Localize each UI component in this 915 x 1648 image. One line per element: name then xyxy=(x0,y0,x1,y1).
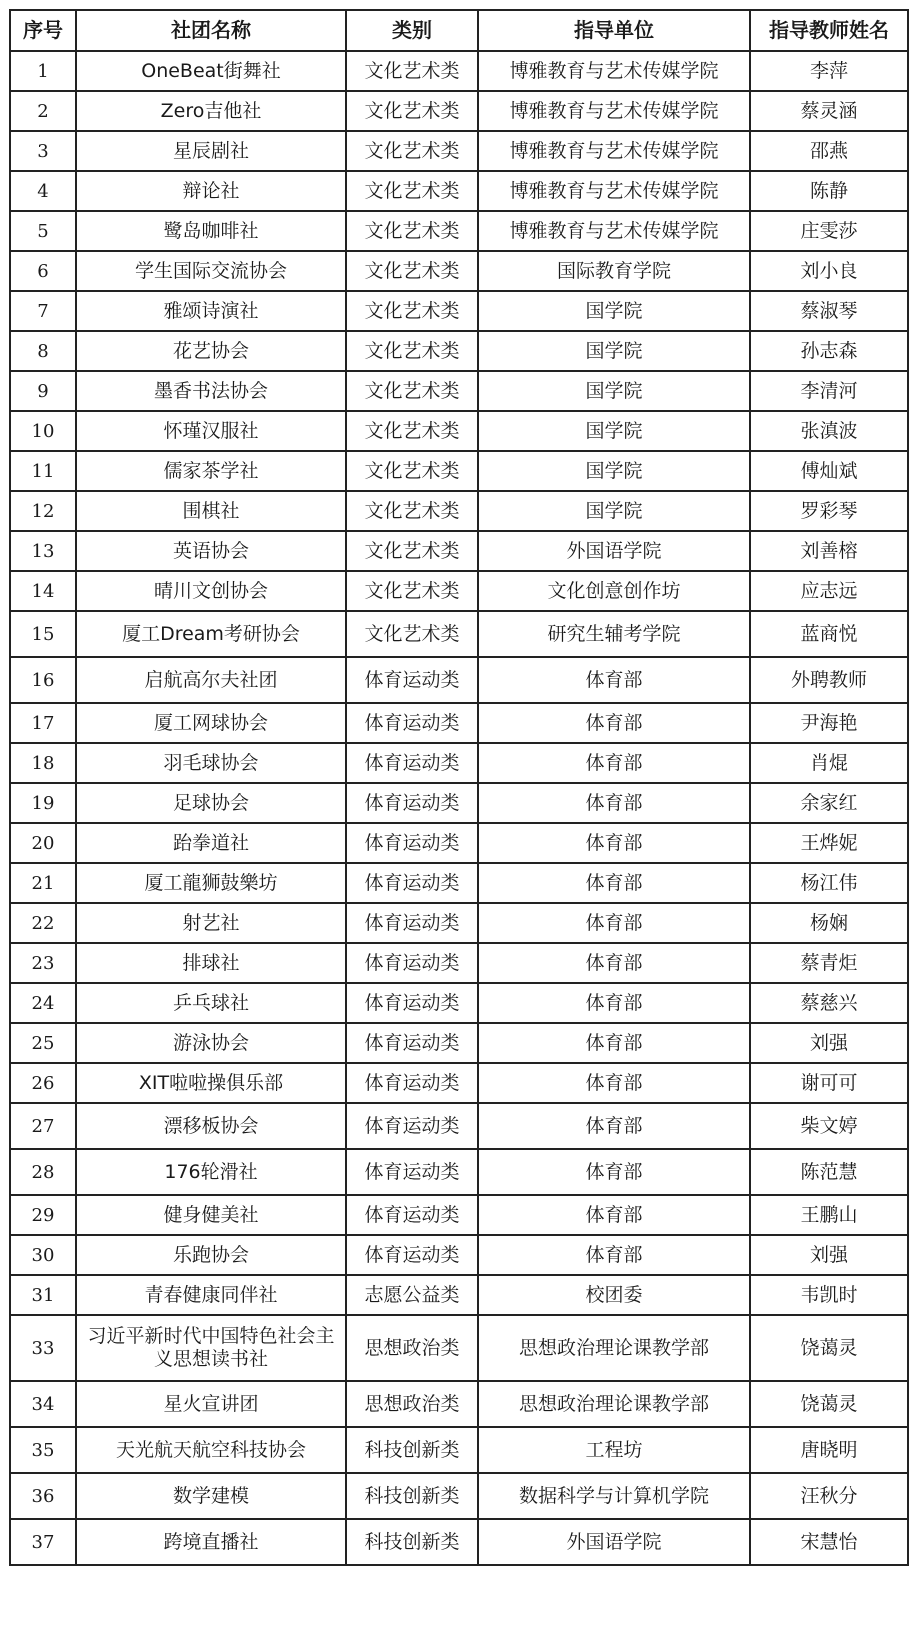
cell-category: 体育运动类 xyxy=(346,983,478,1023)
cell-category: 文化艺术类 xyxy=(346,251,478,291)
header-unit: 指导单位 xyxy=(478,10,750,51)
cell-club-name: Zero吉他社 xyxy=(76,91,346,131)
cell-unit: 体育部 xyxy=(478,1063,750,1103)
cell-club-name: 健身健美社 xyxy=(76,1195,346,1235)
cell-no: 35 xyxy=(10,1427,76,1473)
cell-unit: 数据科学与计算机学院 xyxy=(478,1473,750,1519)
cell-category: 体育运动类 xyxy=(346,657,478,703)
cell-unit: 体育部 xyxy=(478,823,750,863)
cell-club-name: 176轮滑社 xyxy=(76,1149,346,1195)
cell-no: 25 xyxy=(10,1023,76,1063)
header-club-name: 社团名称 xyxy=(76,10,346,51)
table-row xyxy=(10,1023,908,1063)
cell-teacher: 谢可可 xyxy=(750,1063,908,1103)
cell-teacher: 蔡灵涵 xyxy=(750,91,908,131)
cell-teacher: 傅灿斌 xyxy=(750,451,908,491)
cell-unit: 思想政治理论课教学部 xyxy=(478,1315,750,1381)
cell-no: 18 xyxy=(10,743,76,783)
cell-category: 文化艺术类 xyxy=(346,451,478,491)
table-row xyxy=(10,783,908,823)
cell-club-name: 厦工网球协会 xyxy=(76,703,346,743)
cell-unit: 体育部 xyxy=(478,657,750,703)
cell-unit: 体育部 xyxy=(478,1195,750,1235)
cell-unit: 体育部 xyxy=(478,1103,750,1149)
table-row xyxy=(10,291,908,331)
cell-no: 8 xyxy=(10,331,76,371)
cell-unit: 博雅教育与艺术传媒学院 xyxy=(478,91,750,131)
cell-unit: 体育部 xyxy=(478,983,750,1023)
cell-unit: 国学院 xyxy=(478,411,750,451)
table-row xyxy=(10,1427,908,1473)
cell-club-name: 射艺社 xyxy=(76,903,346,943)
table-row xyxy=(10,491,908,531)
cell-club-name: 漂移板协会 xyxy=(76,1103,346,1149)
cell-club-name: 排球社 xyxy=(76,943,346,983)
cell-no: 21 xyxy=(10,863,76,903)
cell-club-name: OneBeat街舞社 xyxy=(76,51,346,91)
table-row xyxy=(10,1519,908,1565)
cell-unit: 国学院 xyxy=(478,291,750,331)
table-row xyxy=(10,1235,908,1275)
cell-category: 文化艺术类 xyxy=(346,91,478,131)
table-row xyxy=(10,171,908,211)
cell-unit: 博雅教育与艺术传媒学院 xyxy=(478,171,750,211)
cell-teacher: 余家红 xyxy=(750,783,908,823)
cell-teacher: 陈范慧 xyxy=(750,1149,908,1195)
cell-category: 体育运动类 xyxy=(346,1149,478,1195)
table-body xyxy=(10,51,908,1565)
table-row xyxy=(10,1063,908,1103)
cell-club-name: 启航高尔夫社团 xyxy=(76,657,346,703)
header-no: 序号 xyxy=(10,10,76,51)
cell-club-name: 星火宣讲团 xyxy=(76,1381,346,1427)
cell-club-name: 学生国际交流协会 xyxy=(76,251,346,291)
cell-category: 文化艺术类 xyxy=(346,571,478,611)
cell-teacher: 宋慧怡 xyxy=(750,1519,908,1565)
cell-category: 体育运动类 xyxy=(346,863,478,903)
cell-club-name: 花艺协会 xyxy=(76,331,346,371)
cell-category: 文化艺术类 xyxy=(346,411,478,451)
table-row xyxy=(10,1381,908,1427)
cell-club-name: 儒家茶学社 xyxy=(76,451,346,491)
cell-club-name: 跆拳道社 xyxy=(76,823,346,863)
cell-teacher: 杨娴 xyxy=(750,903,908,943)
cell-teacher: 王鹏山 xyxy=(750,1195,908,1235)
cell-club-name: 足球协会 xyxy=(76,783,346,823)
cell-club-name: 厦工龍狮鼓樂坊 xyxy=(76,863,346,903)
cell-category: 体育运动类 xyxy=(346,903,478,943)
cell-category: 科技创新类 xyxy=(346,1519,478,1565)
cell-teacher: 肖焜 xyxy=(750,743,908,783)
cell-no: 24 xyxy=(10,983,76,1023)
cell-teacher: 柴文婷 xyxy=(750,1103,908,1149)
header-category: 类别 xyxy=(346,10,478,51)
cell-category: 体育运动类 xyxy=(346,783,478,823)
cell-no: 12 xyxy=(10,491,76,531)
cell-unit: 体育部 xyxy=(478,703,750,743)
cell-no: 37 xyxy=(10,1519,76,1565)
cell-no: 28 xyxy=(10,1149,76,1195)
table-row xyxy=(10,1149,908,1195)
table-row xyxy=(10,371,908,411)
cell-teacher: 杨江伟 xyxy=(750,863,908,903)
cell-teacher: 刘强 xyxy=(750,1023,908,1063)
cell-no: 34 xyxy=(10,1381,76,1427)
cell-no: 22 xyxy=(10,903,76,943)
cell-teacher: 汪秋分 xyxy=(750,1473,908,1519)
table-row xyxy=(10,211,908,251)
cell-teacher: 陈静 xyxy=(750,171,908,211)
cell-no: 30 xyxy=(10,1235,76,1275)
cell-category: 文化艺术类 xyxy=(346,291,478,331)
cell-club-name: 星辰剧社 xyxy=(76,131,346,171)
cell-category: 文化艺术类 xyxy=(346,171,478,211)
cell-unit: 思想政治理论课教学部 xyxy=(478,1381,750,1427)
table-row xyxy=(10,1195,908,1235)
cell-no: 7 xyxy=(10,291,76,331)
table-row xyxy=(10,1315,908,1381)
cell-category: 文化艺术类 xyxy=(346,51,478,91)
cell-club-name: 青春健康同伴社 xyxy=(76,1275,346,1315)
cell-teacher: 应志远 xyxy=(750,571,908,611)
cell-unit: 国学院 xyxy=(478,371,750,411)
cell-club-name: 数学建模 xyxy=(76,1473,346,1519)
cell-no: 3 xyxy=(10,131,76,171)
cell-club-name: 厦工Dream考研协会 xyxy=(76,611,346,657)
cell-no: 23 xyxy=(10,943,76,983)
cell-unit: 博雅教育与艺术传媒学院 xyxy=(478,211,750,251)
cell-category: 科技创新类 xyxy=(346,1427,478,1473)
cell-no: 33 xyxy=(10,1315,76,1381)
cell-unit: 外国语学院 xyxy=(478,1519,750,1565)
cell-unit: 体育部 xyxy=(478,783,750,823)
cell-teacher: 刘小良 xyxy=(750,251,908,291)
cell-teacher: 唐晓明 xyxy=(750,1427,908,1473)
cell-teacher: 饶蔼灵 xyxy=(750,1315,908,1381)
cell-unit: 博雅教育与艺术传媒学院 xyxy=(478,131,750,171)
cell-club-name: 游泳协会 xyxy=(76,1023,346,1063)
cell-category: 体育运动类 xyxy=(346,1195,478,1235)
cell-no: 10 xyxy=(10,411,76,451)
cell-no: 2 xyxy=(10,91,76,131)
cell-teacher: 蔡慈兴 xyxy=(750,983,908,1023)
table-row xyxy=(10,743,908,783)
cell-unit: 国学院 xyxy=(478,491,750,531)
cell-category: 思想政治类 xyxy=(346,1315,478,1381)
cell-unit: 体育部 xyxy=(478,1023,750,1063)
table-header-row xyxy=(10,10,908,51)
cell-unit: 博雅教育与艺术传媒学院 xyxy=(478,51,750,91)
cell-no: 29 xyxy=(10,1195,76,1235)
table-row xyxy=(10,983,908,1023)
table-row xyxy=(10,131,908,171)
cell-unit: 体育部 xyxy=(478,743,750,783)
cell-club-name: XIT啦啦操俱乐部 xyxy=(76,1063,346,1103)
table-row xyxy=(10,1103,908,1149)
cell-unit: 校团委 xyxy=(478,1275,750,1315)
cell-unit: 外国语学院 xyxy=(478,531,750,571)
cell-no: 31 xyxy=(10,1275,76,1315)
cell-unit: 国学院 xyxy=(478,451,750,491)
cell-teacher: 李清河 xyxy=(750,371,908,411)
cell-teacher: 蓝商悦 xyxy=(750,611,908,657)
table-row xyxy=(10,331,908,371)
cell-category: 文化艺术类 xyxy=(346,491,478,531)
cell-no: 27 xyxy=(10,1103,76,1149)
cell-no: 36 xyxy=(10,1473,76,1519)
cell-teacher: 饶蔼灵 xyxy=(750,1381,908,1427)
cell-club-name: 英语协会 xyxy=(76,531,346,571)
table-row xyxy=(10,571,908,611)
cell-teacher: 外聘教师 xyxy=(750,657,908,703)
table-row xyxy=(10,51,908,91)
cell-teacher: 蔡淑琴 xyxy=(750,291,908,331)
cell-unit: 体育部 xyxy=(478,1149,750,1195)
cell-unit: 体育部 xyxy=(478,903,750,943)
cell-category: 体育运动类 xyxy=(346,743,478,783)
cell-no: 17 xyxy=(10,703,76,743)
cell-teacher: 王烨妮 xyxy=(750,823,908,863)
cell-teacher: 尹海艳 xyxy=(750,703,908,743)
cell-teacher: 刘强 xyxy=(750,1235,908,1275)
cell-no: 13 xyxy=(10,531,76,571)
header-teacher: 指导教师姓名 xyxy=(750,10,908,51)
cell-category: 体育运动类 xyxy=(346,703,478,743)
cell-teacher: 孙志森 xyxy=(750,331,908,371)
cell-category: 体育运动类 xyxy=(346,1103,478,1149)
cell-category: 文化艺术类 xyxy=(346,611,478,657)
cell-club-name: 乒乓球社 xyxy=(76,983,346,1023)
cell-unit: 国学院 xyxy=(478,331,750,371)
table-row xyxy=(10,611,908,657)
clubs-table xyxy=(9,9,909,1566)
cell-unit: 体育部 xyxy=(478,1235,750,1275)
table-row xyxy=(10,903,908,943)
cell-category: 体育运动类 xyxy=(346,1063,478,1103)
table-row xyxy=(10,943,908,983)
cell-club-name: 鹭岛咖啡社 xyxy=(76,211,346,251)
cell-teacher: 李萍 xyxy=(750,51,908,91)
cell-teacher: 张滇波 xyxy=(750,411,908,451)
cell-no: 9 xyxy=(10,371,76,411)
table-row xyxy=(10,531,908,571)
cell-club-name: 辩论社 xyxy=(76,171,346,211)
table-row xyxy=(10,451,908,491)
cell-no: 20 xyxy=(10,823,76,863)
cell-category: 体育运动类 xyxy=(346,823,478,863)
cell-category: 科技创新类 xyxy=(346,1473,478,1519)
cell-unit: 文化创意创作坊 xyxy=(478,571,750,611)
table-row xyxy=(10,703,908,743)
cell-club-name: 围棋社 xyxy=(76,491,346,531)
cell-no: 1 xyxy=(10,51,76,91)
cell-no: 11 xyxy=(10,451,76,491)
cell-club-name: 乐跑协会 xyxy=(76,1235,346,1275)
cell-category: 体育运动类 xyxy=(346,1235,478,1275)
cell-category: 文化艺术类 xyxy=(346,531,478,571)
table-row xyxy=(10,1275,908,1315)
cell-unit: 工程坊 xyxy=(478,1427,750,1473)
cell-no: 19 xyxy=(10,783,76,823)
table-row xyxy=(10,411,908,451)
cell-category: 文化艺术类 xyxy=(346,331,478,371)
cell-teacher: 韦凯时 xyxy=(750,1275,908,1315)
cell-category: 体育运动类 xyxy=(346,1023,478,1063)
cell-no: 6 xyxy=(10,251,76,291)
cell-unit: 体育部 xyxy=(478,943,750,983)
cell-club-name: 羽毛球协会 xyxy=(76,743,346,783)
cell-category: 文化艺术类 xyxy=(346,371,478,411)
clubs-table-container xyxy=(9,9,907,1566)
table-row xyxy=(10,91,908,131)
cell-category: 文化艺术类 xyxy=(346,211,478,251)
cell-teacher: 庄雯莎 xyxy=(750,211,908,251)
cell-category: 体育运动类 xyxy=(346,943,478,983)
cell-no: 15 xyxy=(10,611,76,657)
cell-teacher: 蔡青炬 xyxy=(750,943,908,983)
cell-club-name: 墨香书法协会 xyxy=(76,371,346,411)
cell-club-name: 天光航天航空科技协会 xyxy=(76,1427,346,1473)
table-row xyxy=(10,657,908,703)
cell-teacher: 刘善榕 xyxy=(750,531,908,571)
cell-unit: 国际教育学院 xyxy=(478,251,750,291)
cell-club-name: 怀瑾汉服社 xyxy=(76,411,346,451)
cell-category: 志愿公益类 xyxy=(346,1275,478,1315)
cell-club-name: 习近平新时代中国特色社会主义思想读书社 xyxy=(76,1315,346,1381)
cell-club-name: 晴川文创协会 xyxy=(76,571,346,611)
cell-unit: 体育部 xyxy=(478,863,750,903)
table-row xyxy=(10,1473,908,1519)
cell-no: 26 xyxy=(10,1063,76,1103)
cell-category: 思想政治类 xyxy=(346,1381,478,1427)
cell-category: 文化艺术类 xyxy=(346,131,478,171)
cell-club-name: 雅颂诗演社 xyxy=(76,291,346,331)
cell-unit: 研究生辅考学院 xyxy=(478,611,750,657)
cell-club-name: 跨境直播社 xyxy=(76,1519,346,1565)
table-row xyxy=(10,863,908,903)
cell-teacher: 罗彩琴 xyxy=(750,491,908,531)
cell-no: 16 xyxy=(10,657,76,703)
cell-teacher: 邵燕 xyxy=(750,131,908,171)
cell-no: 14 xyxy=(10,571,76,611)
cell-no: 4 xyxy=(10,171,76,211)
table-row xyxy=(10,251,908,291)
table-row xyxy=(10,823,908,863)
cell-no: 5 xyxy=(10,211,76,251)
